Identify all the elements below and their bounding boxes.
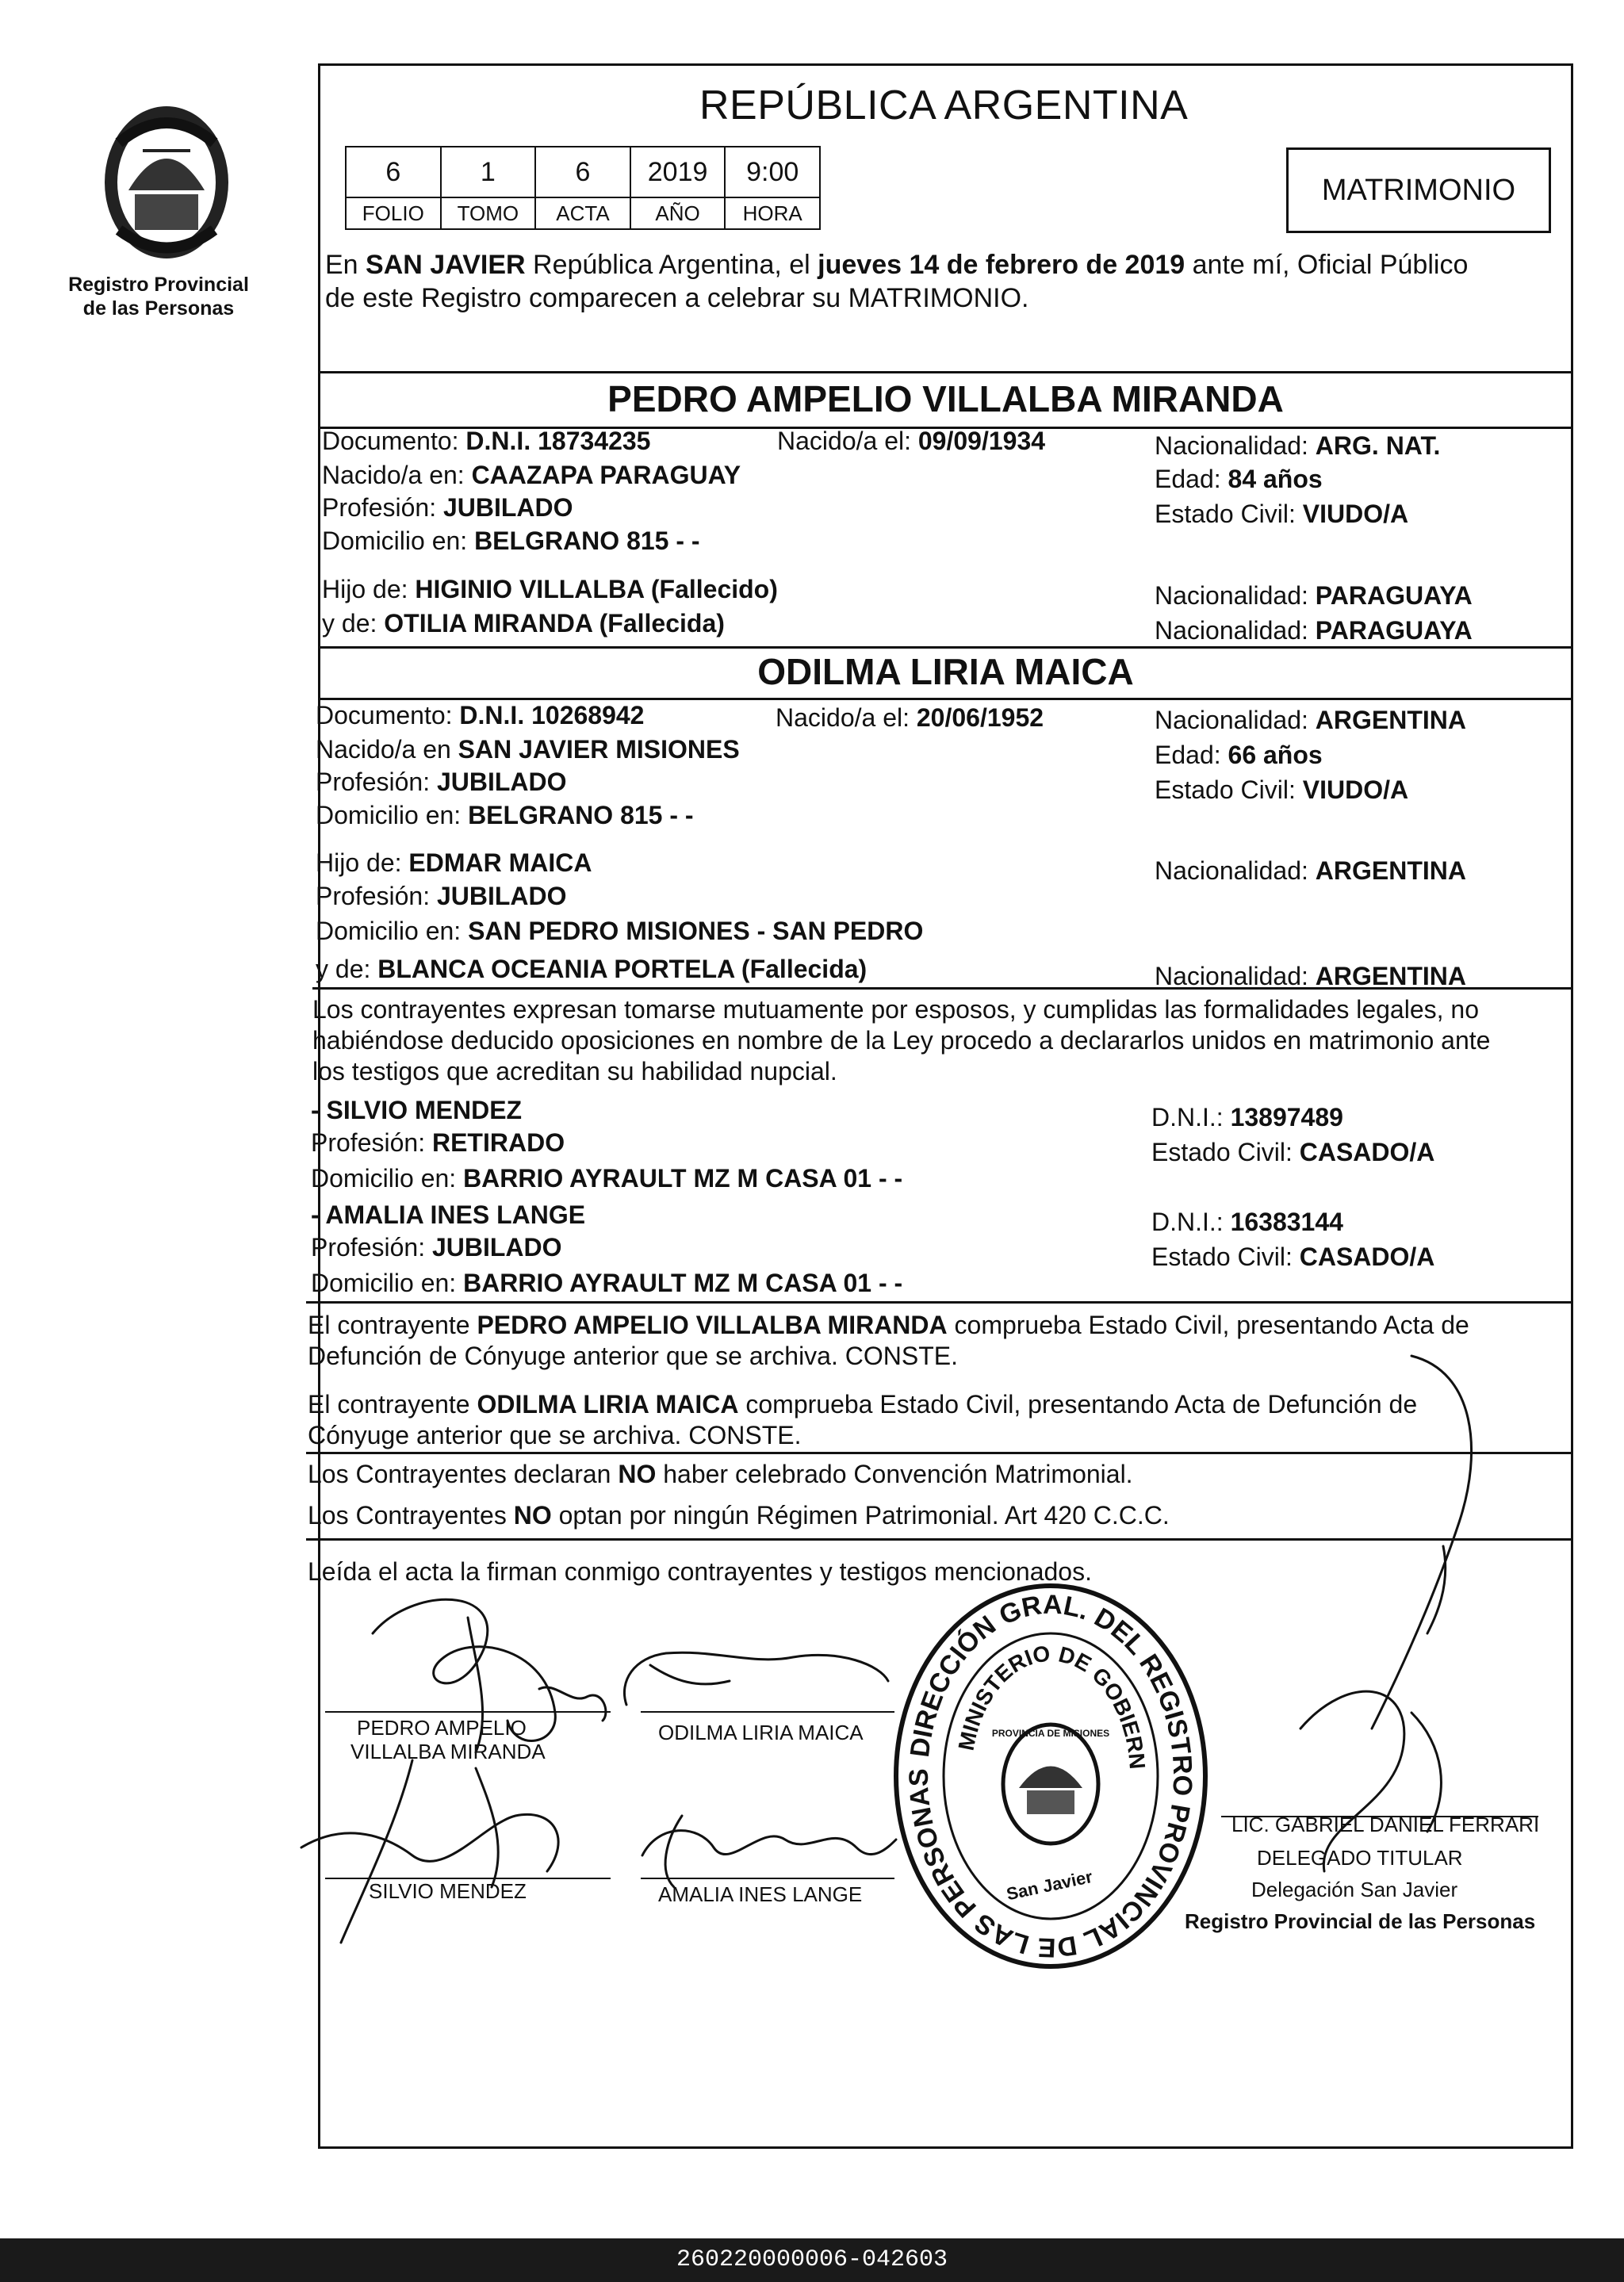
label: Profesión:: [316, 882, 431, 910]
label: y de:: [322, 609, 377, 638]
groom-name-heading: PEDRO AMPELIO VILLALBA MIRANDA: [607, 378, 1284, 419]
text: optan por ningún Régimen Patrimonial. Art 420 C.C.C.: [551, 1501, 1170, 1530]
bride-profession: [316, 766, 567, 798]
intro-text-b: República Argentina, el: [525, 250, 818, 280]
value: ARGENTINA: [1315, 856, 1467, 885]
label: Profesión:: [322, 493, 437, 522]
value: BELGRANO 815 - -: [468, 801, 694, 829]
bride-birthdate: [776, 702, 1044, 733]
regime-line1: [308, 1458, 1133, 1490]
value: JUBILADO: [431, 1233, 562, 1262]
value: PARAGUAYA: [1315, 581, 1473, 610]
text: comprueba Estado Civil, presentando Acta de Defunción de: [738, 1390, 1418, 1419]
intro-text-c: ante mí, Oficial Público: [1185, 250, 1469, 280]
groom-mother-nationality: [1155, 615, 1473, 646]
bride-father-address: [316, 915, 923, 947]
label: Estado Civil:: [1155, 500, 1296, 528]
value: CAAZAPA PARAGUAY: [471, 461, 741, 489]
tomo-value: 1: [441, 147, 536, 197]
label: Nacido/a en:: [322, 461, 465, 489]
text: Los Contrayentes: [308, 1501, 514, 1530]
value: ARGENTINA: [1315, 962, 1467, 990]
value: 20/06/1952: [916, 703, 1044, 732]
label: y de:: [316, 955, 371, 983]
groom-documento: [322, 425, 650, 457]
witness2-signature-label: AMALIA INES LANGE: [658, 1882, 863, 1906]
value: ARG. NAT.: [1315, 431, 1441, 460]
label: Profesión:: [316, 768, 431, 796]
label: Nacionalidad:: [1155, 581, 1308, 610]
official-stamp: [884, 1578, 1217, 1974]
official-office: Delegación San Javier: [1251, 1878, 1458, 1901]
label: Documento:: [322, 427, 459, 455]
official-name: LIC. GABRIEL DANIEL FERRARI: [1231, 1813, 1540, 1836]
stamp-bottom-text: San Javier: [1005, 1866, 1094, 1905]
acta-value: 6: [535, 147, 630, 197]
bride-father-profession: [316, 880, 567, 912]
label: Documento:: [316, 701, 453, 729]
groom-mother: [322, 607, 725, 639]
text: Los Contrayentes declaran: [308, 1460, 619, 1488]
label: Edad:: [1155, 741, 1221, 769]
divider: [306, 1452, 1573, 1454]
value: HIGINIO VILLALBA (Fallecido): [415, 575, 778, 603]
bride-father: [316, 847, 592, 879]
label: Profesión:: [311, 1233, 426, 1262]
label: Domicilio en:: [316, 801, 462, 829]
value: SAN PEDRO MISIONES - SAN PEDRO: [468, 917, 924, 945]
label: Nacido/a el:: [777, 427, 911, 455]
label: Nacionalidad:: [1155, 706, 1308, 734]
no: NO: [618, 1460, 657, 1488]
anio-label: AÑO: [630, 197, 726, 229]
bride-name-heading: ODILMA LIRIA MAICA: [757, 651, 1134, 692]
no: NO: [513, 1501, 552, 1530]
declaration-line2: habiéndose deducido oposiciones en nombre de la Ley procedo a declararlos unidos en matrimonio ante: [312, 1026, 1491, 1055]
bride-documento: [316, 699, 644, 731]
label: Nacionalidad:: [1155, 616, 1308, 645]
text: comprueba Estado Civil, presentando Acta de: [947, 1311, 1469, 1339]
value: PARAGUAYA: [1315, 616, 1473, 645]
groom-signature-label: [350, 1716, 546, 1763]
text: haber celebrado Convención Matrimonial.: [656, 1460, 1133, 1488]
groom-profession: [322, 492, 573, 523]
witness1-address: [311, 1162, 902, 1194]
groom-civil-status: [1155, 498, 1408, 530]
intro-text-a: En: [325, 250, 366, 280]
intro-line1: [325, 249, 1468, 281]
bride-age: [1155, 739, 1323, 771]
acta-label: ACTA: [535, 197, 630, 229]
value: JUBILADO: [436, 882, 567, 910]
witness1-civil-status: [1151, 1136, 1434, 1168]
name: PEDRO AMPELIO VILLALBA MIRANDA: [477, 1311, 948, 1339]
value: ARGENTINA: [1315, 706, 1467, 734]
label: Domicilio en:: [316, 917, 462, 945]
label: Domicilio en:: [311, 1164, 457, 1193]
intro-date: jueves 14 de febrero de 2019: [818, 250, 1185, 280]
bride-father-nationality: [1155, 855, 1466, 886]
groom-father-nationality: [1155, 580, 1473, 611]
note1-line2: Defunción de Cónyuge anterior que se archiva. CONSTE.: [308, 1342, 958, 1370]
divider: [318, 646, 1573, 649]
value: BARRIO AYRAULT MZ M CASA 01 - -: [463, 1269, 903, 1297]
groom-father: [322, 573, 778, 605]
intro-place: SAN JAVIER: [366, 250, 526, 280]
label: Nacido/a el:: [776, 703, 910, 732]
name: ODILMA LIRIA MAICA: [477, 1390, 739, 1419]
note2-line1: [308, 1388, 1417, 1420]
intro-line2: de este Registro comparecen a celebrar su MATRIMONIO.: [325, 283, 1029, 313]
bride-mother: [316, 953, 867, 985]
divider: [306, 1538, 1573, 1541]
label: Nacido/a en: [316, 735, 451, 764]
value: VIUDO/A: [1302, 500, 1409, 528]
divider: [312, 987, 1573, 990]
anio-value: 2019: [630, 147, 726, 197]
stamp-outer-text: DIRECCIÓN GRAL. DEL REGISTRO PROVINCIAL DE LAS PERSONAS: [903, 1589, 1198, 1963]
value: JUBILADO: [436, 768, 567, 796]
official-registry: Registro Provincial de las Personas: [1185, 1909, 1536, 1933]
page-title: REPÚBLICA ARGENTINA: [699, 82, 1189, 128]
groom-birthplace: [322, 459, 741, 491]
value: 09/09/1934: [917, 427, 1046, 455]
label: Nacionalidad:: [1155, 962, 1308, 990]
text: El contrayente: [308, 1311, 477, 1339]
value: EDMAR MAICA: [408, 848, 592, 877]
witness2-civil-status: [1151, 1241, 1434, 1273]
value: JUBILADO: [442, 493, 573, 522]
groom-age: [1155, 463, 1323, 495]
groom-signature-line: [325, 1711, 611, 1713]
witness2-name: - AMALIA INES LANGE: [311, 1200, 586, 1229]
value: BARRIO AYRAULT MZ M CASA 01 - -: [463, 1164, 903, 1193]
witness2-profession: [311, 1231, 562, 1263]
registry-caption-line1: Registro Provincial: [68, 274, 249, 296]
line2: VILLALBA MIRANDA: [350, 1740, 546, 1763]
regime-line2: [308, 1499, 1170, 1531]
bride-address: [316, 799, 694, 831]
label: Estado Civil:: [1155, 775, 1296, 804]
declaration-line1: Los contrayentes expresan tomarse mutuamente por esposos, y cumplidas las formalidades legales, no: [312, 995, 1479, 1024]
tomo-label: TOMO: [441, 197, 536, 229]
witness1-name: - SILVIO MENDEZ: [311, 1096, 523, 1124]
document-code-bar: 260220000006-042603: [0, 2238, 1624, 2282]
bride-nationality: [1155, 704, 1466, 736]
label: Hijo de:: [316, 848, 402, 877]
stamp-center-text: PROVINCIA DE MISIONES: [991, 1728, 1110, 1739]
note1-line1: [308, 1309, 1469, 1341]
value: 16383144: [1230, 1208, 1343, 1236]
value: CASADO/A: [1299, 1138, 1435, 1166]
value: RETIRADO: [431, 1128, 565, 1157]
witness2-address: [311, 1267, 902, 1299]
divider: [318, 371, 1573, 373]
label: Nacionalidad:: [1155, 431, 1308, 460]
folio-label: FOLIO: [346, 197, 441, 229]
groom-birthdate: [777, 425, 1045, 457]
label: Nacionalidad:: [1155, 856, 1308, 885]
label: D.N.I.:: [1151, 1208, 1224, 1236]
declaration-line3: los testigos que acreditan su habilidad nupcial.: [312, 1057, 837, 1085]
value: BELGRANO 815 - -: [474, 526, 700, 555]
bride-signature-line: [641, 1711, 894, 1713]
label: Estado Civil:: [1151, 1138, 1293, 1166]
folio-grid: [345, 146, 821, 230]
official-title: DELEGADO TITULAR: [1257, 1846, 1463, 1870]
witness1-signature-label: SILVIO MENDEZ: [369, 1879, 527, 1903]
value: BLANCA OCEANIA PORTELA (Fallecida): [377, 955, 868, 983]
bride-signature-label: ODILMA LIRIA MAICA: [658, 1721, 864, 1744]
bride-birthplace: [316, 733, 740, 765]
bride-civil-status: [1155, 774, 1408, 806]
value: SAN JAVIER MISIONES: [458, 735, 740, 764]
label: Hijo de:: [322, 575, 408, 603]
divider: [306, 1301, 1573, 1304]
stamp-inner-text: MINISTERIO DE GOBIERN: [953, 1641, 1150, 1771]
value: 13897489: [1230, 1103, 1343, 1131]
reading-line: Leída el acta la firman conmigo contrayentes y testigos mencionados.: [308, 1557, 1092, 1586]
groom-nationality: [1155, 430, 1440, 461]
registry-seal: [87, 95, 246, 270]
text: El contrayente: [308, 1390, 477, 1419]
value: 66 años: [1228, 741, 1323, 769]
value: VIUDO/A: [1302, 775, 1409, 804]
witness2-signature-line: [641, 1878, 894, 1879]
label: Estado Civil:: [1151, 1242, 1293, 1271]
label: D.N.I.:: [1151, 1103, 1224, 1131]
label: Edad:: [1155, 465, 1221, 493]
hora-label: HORA: [725, 197, 820, 229]
registry-caption: [56, 273, 262, 320]
folio-value: 6: [346, 147, 441, 197]
registry-caption-line2: de las Personas: [82, 297, 235, 320]
label: Profesión:: [311, 1128, 426, 1157]
value: 84 años: [1228, 465, 1323, 493]
value: CASADO/A: [1299, 1242, 1435, 1271]
label: Domicilio en:: [311, 1269, 457, 1297]
value: D.N.I. 10268942: [459, 701, 645, 729]
label: Domicilio en:: [322, 526, 468, 555]
groom-address: [322, 525, 700, 557]
hora-value: 9:00: [725, 147, 820, 197]
note2-line2: Cónyuge anterior que se archiva. CONSTE.: [308, 1421, 802, 1449]
line1: PEDRO AMPELIO: [357, 1716, 527, 1740]
value: D.N.I. 18734235: [465, 427, 651, 455]
act-type-box: MATRIMONIO: [1286, 147, 1551, 233]
witness1-dni: [1151, 1101, 1343, 1133]
witness1-profession: [311, 1127, 565, 1158]
witness2-dni: [1151, 1206, 1343, 1238]
value: OTILIA MIRANDA (Fallecida): [384, 609, 725, 638]
